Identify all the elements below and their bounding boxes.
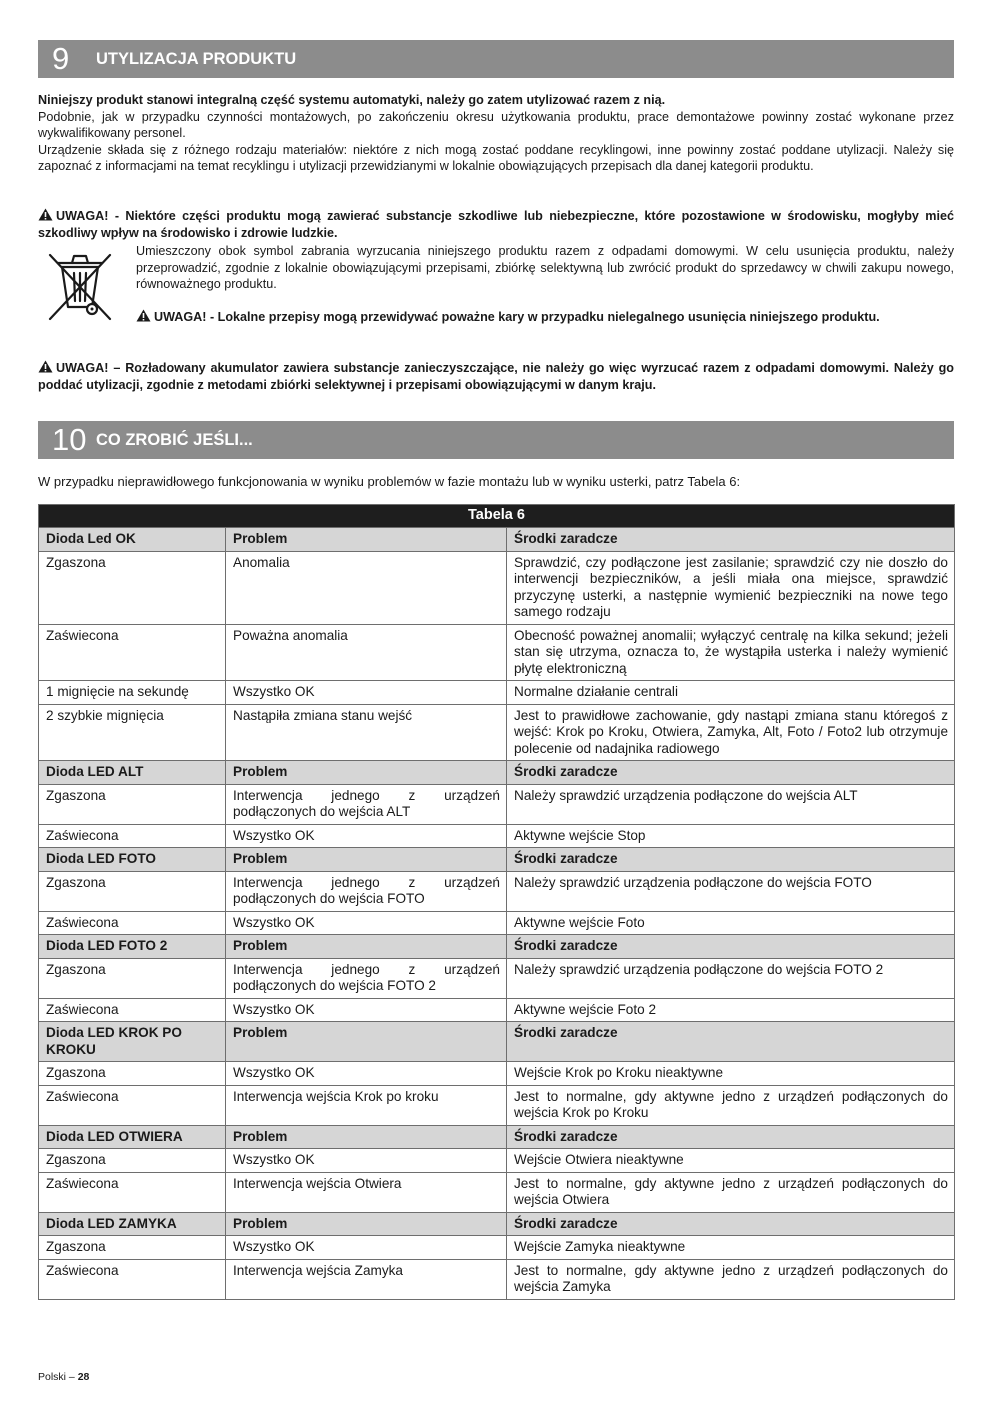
footer-language: Polski – bbox=[38, 1371, 75, 1383]
column-header: Problem bbox=[226, 1125, 507, 1149]
column-header: Środki zaradcze bbox=[507, 935, 955, 959]
led-state-cell: Zgaszona bbox=[39, 1149, 226, 1173]
remedy-cell: Wejście Krok po Kroku nieaktywne bbox=[507, 1062, 955, 1086]
led-state-cell: 2 szybkie mignięcia bbox=[39, 704, 226, 761]
section-10-intro: W przypadku nieprawidłowego funkcjonowania w wyniku problemów w fazie montażu lub w wyniku usterki, patrz Tabela 6: bbox=[38, 474, 741, 489]
warning-battery bbox=[38, 360, 954, 393]
table-header-row bbox=[39, 528, 955, 552]
remedy-cell: Jest to prawidłowe zachowanie, gdy nastąpi zmiana stanu któregoś z wejść: Krok po Kroku, Otwiera, Zamyka, Alt, Foto / Foto2 lub otrzymuje polecenie od nadajnika radiowego bbox=[507, 704, 955, 761]
led-state-cell: Zaświecona bbox=[39, 824, 226, 848]
table-header-row bbox=[39, 1212, 955, 1236]
remedy-cell: Jest to normalne, gdy aktywne jedno z urządzeń podłączonych do wejścia Zamyka bbox=[507, 1259, 955, 1299]
section-9-body bbox=[38, 92, 954, 175]
problem-cell: Interwencja wejścia Zamyka bbox=[226, 1259, 507, 1299]
table-body bbox=[39, 528, 955, 1300]
page-number: 28 bbox=[77, 1371, 90, 1383]
remedy-cell: Jest to normalne, gdy aktywne jedno z urządzeń podłączonych do wejścia Krok po Kroku bbox=[507, 1085, 955, 1125]
problem-cell: Interwencja jednego z urządzeń podłączonych do wejścia ALT bbox=[226, 784, 507, 824]
section-number: 9 bbox=[52, 41, 70, 76]
column-header: Problem bbox=[226, 935, 507, 959]
led-state-cell: Zgaszona bbox=[39, 551, 226, 624]
table-row bbox=[39, 824, 955, 848]
page-footer bbox=[38, 1371, 89, 1383]
column-header: Dioda LED ZAMYKA bbox=[39, 1212, 226, 1236]
column-header: Środki zaradcze bbox=[507, 1212, 955, 1236]
problem-cell: Interwencja jednego z urządzeń podłączonych do wejścia FOTO 2 bbox=[226, 958, 507, 998]
table-row bbox=[39, 1172, 955, 1212]
remedy-cell: Normalne działanie centrali bbox=[507, 681, 955, 705]
table-row bbox=[39, 1259, 955, 1299]
remedy-cell: Obecność poważnej anomalii; wyłączyć centralę na kilka sekund; jeżeli stan się utrzyma, oznacza to, że wystąpiła usterka i należy wymienić płytę elektroniczną bbox=[507, 624, 955, 681]
paragraph: Urządzenie składa się z różnego rodzaju materiałów: niektóre z nich mogą zostać poddane recyklingowi, inne powinny zostać poddane utylizacji. Należy się zapoznać z informacjami na temat recyklingu i utylizacji przewidzianymi w lokalnie obowiązujących przepisach dla danej kategorii produktu. bbox=[38, 142, 954, 173]
led-state-cell: Zgaszona bbox=[39, 958, 226, 998]
column-header: Dioda LED FOTO 2 bbox=[39, 935, 226, 959]
section-title: UTYLIZACJA PRODUKTU bbox=[96, 50, 297, 68]
column-header: Środki zaradcze bbox=[507, 1022, 955, 1062]
section-9-header bbox=[38, 40, 954, 78]
table-row bbox=[39, 1085, 955, 1125]
table-row bbox=[39, 911, 955, 935]
problem-cell: Nastąpiła zmiana stanu wejść bbox=[226, 704, 507, 761]
remedy-cell: Jest to normalne, gdy aktywne jedno z urządzeń podłączonych do wejścia Otwiera bbox=[507, 1172, 955, 1212]
warning-triangle-icon bbox=[136, 309, 151, 322]
column-header: Środki zaradcze bbox=[507, 848, 955, 872]
section-10-header bbox=[38, 421, 954, 459]
warning-text: UWAGA! - Niektóre części produktu mogą zawierać substancje szkodliwe lub niebezpieczne, które pozostawione w środowisku, mogłyby mieć szkodliwy wpływ na środowisko i zdrowie ludzkie. bbox=[38, 209, 954, 240]
problem-cell: Wszystko OK bbox=[226, 998, 507, 1022]
table-row bbox=[39, 1149, 955, 1173]
warning-penalties bbox=[136, 309, 954, 326]
problem-cell: Wszystko OK bbox=[226, 1062, 507, 1086]
table-row bbox=[39, 998, 955, 1022]
led-state-cell: Zaświecona bbox=[39, 998, 226, 1022]
troubleshooting-table bbox=[38, 504, 955, 1300]
column-header: Środki zaradcze bbox=[507, 1125, 955, 1149]
column-header: Problem bbox=[226, 848, 507, 872]
table-header-row bbox=[39, 1022, 955, 1062]
table-caption: Tabela 6 bbox=[39, 505, 955, 528]
remedy-cell: Wejście Zamyka nieaktywne bbox=[507, 1236, 955, 1260]
problem-cell: Wszystko OK bbox=[226, 1149, 507, 1173]
crossed-out-bin-icon bbox=[44, 247, 116, 323]
section-title: CO ZROBIĆ JEŚLI... bbox=[96, 431, 253, 449]
table-header-row bbox=[39, 935, 955, 959]
column-header: Dioda LED ALT bbox=[39, 761, 226, 785]
section-number: 10 bbox=[52, 422, 87, 457]
table-header-row bbox=[39, 848, 955, 872]
remedy-cell: Aktywne wejście Stop bbox=[507, 824, 955, 848]
symbol-description: Umieszczony obok symbol zabrania wyrzucania niniejszego produktu razem z odpadami domowymi. W celu usunięcia produktu, należy przeprowadzić, zgodnie z lokalnie obowiązującymi przepisami, zbiórkę selektywną lub zwrócić produkt do sprzedawcy w chwili zakupu nowego, równoważnego produktu. bbox=[136, 244, 954, 291]
table-row bbox=[39, 1236, 955, 1260]
led-state-cell: Zgaszona bbox=[39, 1236, 226, 1260]
table-row bbox=[39, 871, 955, 911]
warning-triangle-icon bbox=[38, 208, 53, 221]
remedy-cell: Sprawdzić, czy podłączone jest zasilanie; sprawdzić czy nie doszło do interwencji bezpieczników, a jeśli miała ona miejsce, sprawdzić przyczynę usterki, a następnie wymienić bezpieczniki na nowe tego samego rodzaju bbox=[507, 551, 955, 624]
led-state-cell: Zaświecona bbox=[39, 911, 226, 935]
led-state-cell: Zaświecona bbox=[39, 624, 226, 681]
problem-cell: Poważna anomalia bbox=[226, 624, 507, 681]
remedy-cell: Aktywne wejście Foto 2 bbox=[507, 998, 955, 1022]
column-header: Dioda Led OK bbox=[39, 528, 226, 552]
problem-cell: Wszystko OK bbox=[226, 824, 507, 848]
led-state-cell: Zgaszona bbox=[39, 1062, 226, 1086]
warning-hazardous bbox=[38, 208, 954, 241]
led-state-cell: Zgaszona bbox=[39, 871, 226, 911]
column-header: Dioda LED KROK PO KROKU bbox=[39, 1022, 226, 1062]
problem-cell: Anomalia bbox=[226, 551, 507, 624]
table-header-row bbox=[39, 761, 955, 785]
column-header: Problem bbox=[226, 1212, 507, 1236]
remedy-cell: Należy sprawdzić urządzenia podłączone do wejścia FOTO 2 bbox=[507, 958, 955, 998]
table-row bbox=[39, 624, 955, 681]
led-state-cell: Zaświecona bbox=[39, 1172, 226, 1212]
table-row bbox=[39, 1062, 955, 1086]
warning-text: UWAGA! - Lokalne przepisy mogą przewidywać poważne kary w przypadku nielegalnego usunięcia niniejszego produktu. bbox=[154, 310, 880, 324]
table-row bbox=[39, 704, 955, 761]
led-state-cell: Zaświecona bbox=[39, 1259, 226, 1299]
warning-text: UWAGA! – Rozładowany akumulator zawiera substancje zanieczyszczające, nie należy go więc wyrzucać razem z odpadami domowymi. Należy go poddać utylizacji, zgodnie z metodami zbiórki selektywnej i przepisami obowiązującymi w danym kraju. bbox=[38, 361, 954, 392]
column-header: Środki zaradcze bbox=[507, 528, 955, 552]
remedy-cell: Wejście Otwiera nieaktywne bbox=[507, 1149, 955, 1173]
remedy-cell: Aktywne wejście Foto bbox=[507, 911, 955, 935]
problem-cell: Wszystko OK bbox=[226, 911, 507, 935]
led-state-cell: Zaświecona bbox=[39, 1085, 226, 1125]
remedy-cell: Należy sprawdzić urządzenia podłączone do wejścia ALT bbox=[507, 784, 955, 824]
paragraph: Podobnie, jak w przypadku czynności montażowych, po zakończeniu okresu użytkowania produktu, prace demontażowe powinny zostać wykonane przez wykwalifikowany personel. bbox=[38, 109, 954, 140]
table-row bbox=[39, 784, 955, 824]
intro-bold: Niniejszy produkt stanowi integralną część systemu automatyki, należy go zatem utylizować razem z nią. bbox=[38, 93, 666, 107]
problem-cell: Interwencja wejścia Otwiera bbox=[226, 1172, 507, 1212]
column-header: Dioda LED OTWIERA bbox=[39, 1125, 226, 1149]
column-header: Dioda LED FOTO bbox=[39, 848, 226, 872]
problem-cell: Interwencja wejścia Krok po kroku bbox=[226, 1085, 507, 1125]
remedy-cell: Należy sprawdzić urządzenia podłączone do wejścia FOTO bbox=[507, 871, 955, 911]
led-state-cell: 1 mignięcie na sekundę bbox=[39, 681, 226, 705]
table-row bbox=[39, 551, 955, 624]
table-row bbox=[39, 958, 955, 998]
column-header: Problem bbox=[226, 1022, 507, 1062]
table-header-row bbox=[39, 1125, 955, 1149]
column-header: Problem bbox=[226, 761, 507, 785]
warning-triangle-icon bbox=[38, 360, 53, 373]
problem-cell: Wszystko OK bbox=[226, 681, 507, 705]
problem-cell: Interwencja jednego z urządzeń podłączonych do wejścia FOTO bbox=[226, 871, 507, 911]
problem-cell: Wszystko OK bbox=[226, 1236, 507, 1260]
table-row bbox=[39, 681, 955, 705]
led-state-cell: Zgaszona bbox=[39, 784, 226, 824]
column-header: Problem bbox=[226, 528, 507, 552]
column-header: Środki zaradcze bbox=[507, 761, 955, 785]
